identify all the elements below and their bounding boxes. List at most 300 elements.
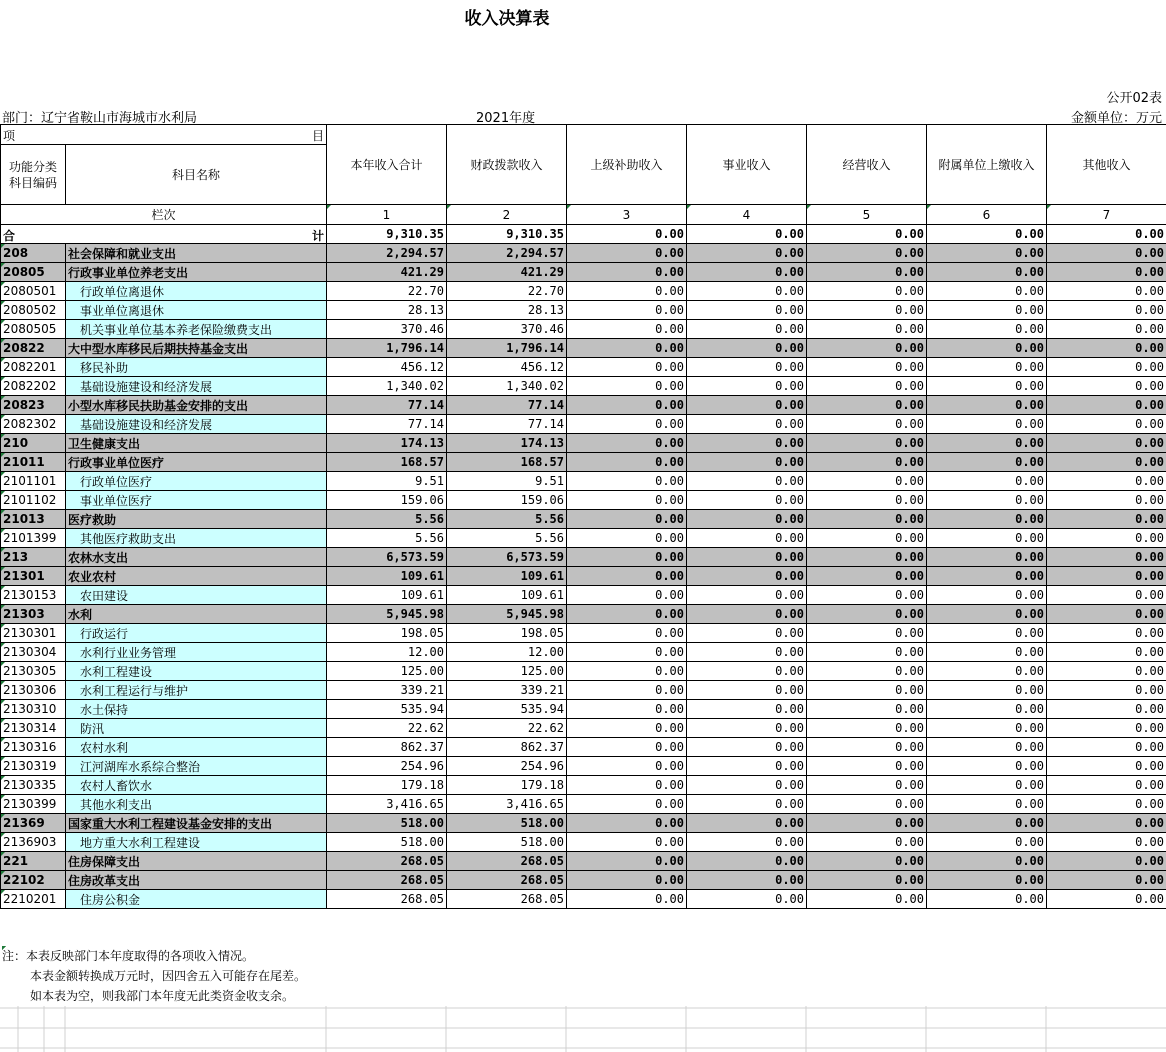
amount-cell: 0.00: [1047, 738, 1166, 757]
amount-cell: 1,796.14: [447, 339, 567, 358]
amount-cell: 0.00: [567, 320, 687, 339]
amount-cell: 268.05: [447, 871, 567, 890]
subject-code: 2080502: [1, 301, 66, 320]
subject-code: 2101399: [1, 529, 66, 548]
amount-cell: 77.14: [447, 396, 567, 415]
amount-cell: 339.21: [327, 681, 447, 700]
amount-cell: 0.00: [567, 681, 687, 700]
amount-cell: 0.00: [567, 529, 687, 548]
amount-cell: 518.00: [327, 833, 447, 852]
table-row: [1, 757, 1166, 776]
subject-code: 2130335: [1, 776, 66, 795]
footnotes: [2, 946, 306, 1006]
amount-cell: 370.46: [327, 320, 447, 339]
subject-code: 2130399: [1, 795, 66, 814]
amount-cell: 0.00: [567, 548, 687, 567]
table-row: [1, 339, 1166, 358]
fiscal-year: 2021年度: [476, 111, 536, 126]
amount-cell: 22.62: [327, 719, 447, 738]
amount-cell: 198.05: [327, 624, 447, 643]
amount-cell: 0.00: [1047, 776, 1166, 795]
table-number: 公开02表: [1106, 91, 1162, 106]
header-name-label: 科目名称: [66, 145, 327, 205]
column-number: 6: [927, 205, 1047, 225]
amount-cell: 0.00: [927, 643, 1047, 662]
subject-name: 移民补助: [66, 358, 327, 377]
amount-cell: 6,573.59: [327, 548, 447, 567]
amount-cell: 0.00: [567, 396, 687, 415]
amount-cell: 518.00: [327, 814, 447, 833]
amount-cell: 0.00: [927, 567, 1047, 586]
amount-cell: 0.00: [927, 472, 1047, 491]
amount-cell: 0.00: [807, 662, 927, 681]
amount-cell: 518.00: [447, 814, 567, 833]
amount-cell: 0.00: [927, 890, 1047, 909]
amount-cell: 254.96: [327, 757, 447, 776]
amount-cell: 0.00: [1047, 586, 1166, 605]
subject-code: 21011: [1, 453, 66, 472]
table-row: [1, 377, 1166, 396]
amount-cell: 12.00: [327, 643, 447, 662]
amount-cell: 0.00: [927, 776, 1047, 795]
amount-cell: 22.70: [447, 282, 567, 301]
table-row: [1, 833, 1166, 852]
amount-cell: 0.00: [1047, 548, 1166, 567]
amount-cell: 0.00: [807, 396, 927, 415]
amount-cell: 421.29: [447, 263, 567, 282]
subject-code: 208: [1, 244, 66, 263]
amount-cell: 0.00: [927, 605, 1047, 624]
table-row: [1, 586, 1166, 605]
amount-cell: 0.00: [567, 643, 687, 662]
amount-cell: 2,294.57: [327, 244, 447, 263]
table-row: [1, 282, 1166, 301]
subject-code: 21303: [1, 605, 66, 624]
amount-cell: 0.00: [927, 263, 1047, 282]
subject-name: 水利工程建设: [66, 662, 327, 681]
amount-cell: 0.00: [807, 377, 927, 396]
amount-cell: 0.00: [1047, 339, 1166, 358]
subject-name: 住房改革支出: [66, 871, 327, 890]
amount-cell: 0.00: [807, 320, 927, 339]
subject-name: 事业单位离退休: [66, 301, 327, 320]
amount-cell: 518.00: [447, 833, 567, 852]
subject-name: 防汛: [66, 719, 327, 738]
amount-cell: 0.00: [567, 244, 687, 263]
amount-cell: 0.00: [567, 700, 687, 719]
column-header: 本年收入合计: [327, 125, 447, 205]
amount-cell: 174.13: [327, 434, 447, 453]
table-row: [1, 244, 1166, 263]
amount-cell: 0.00: [807, 700, 927, 719]
table-row: [1, 548, 1166, 567]
subject-name: 医疗救助: [66, 510, 327, 529]
spreadsheet-gridlines: [0, 1006, 1166, 1052]
subject-code: 2130314: [1, 719, 66, 738]
amount-cell: 5,945.98: [327, 605, 447, 624]
column-number-row: [1, 205, 1166, 225]
amount-cell: 0.00: [927, 377, 1047, 396]
amount-cell: 0.00: [687, 301, 807, 320]
amount-cell: 0.00: [927, 586, 1047, 605]
amount-cell: 0.00: [567, 301, 687, 320]
amount-cell: 77.14: [327, 415, 447, 434]
amount-cell: 0.00: [1047, 377, 1166, 396]
amount-cell: 456.12: [327, 358, 447, 377]
amount-cell: 0.00: [807, 605, 927, 624]
amount-cell: 109.61: [447, 586, 567, 605]
column-header: 经营收入: [807, 125, 927, 205]
amount-cell: 5,945.98: [447, 605, 567, 624]
table-row: [1, 814, 1166, 833]
amount-cell: 0.00: [567, 586, 687, 605]
table-row: [1, 643, 1166, 662]
amount-cell: 0.00: [927, 795, 1047, 814]
header-mu-label: 目: [311, 129, 324, 143]
amount-cell: 0.00: [807, 738, 927, 757]
amount-cell: 0.00: [1047, 833, 1166, 852]
amount-cell: 0.00: [807, 567, 927, 586]
amount-cell: 254.96: [447, 757, 567, 776]
amount-cell: 0.00: [687, 776, 807, 795]
amount-cell: 268.05: [447, 890, 567, 909]
subject-code: 2136903: [1, 833, 66, 852]
department-label: 部门：辽宁省鞍山市海城市水利局: [2, 111, 198, 126]
subject-name: 农村人畜饮水: [66, 776, 327, 795]
table-row: [1, 605, 1166, 624]
amount-cell: 0.00: [807, 282, 927, 301]
column-header: 上级补助收入: [567, 125, 687, 205]
amount-cell: 0.00: [687, 548, 807, 567]
subject-name: 地方重大水利工程建设: [66, 833, 327, 852]
subject-code: 2082201: [1, 358, 66, 377]
amount-cell: 0.00: [927, 415, 1047, 434]
amount-cell: 0.00: [807, 472, 927, 491]
subject-name: 行政事业单位医疗: [66, 453, 327, 472]
amount-cell: 0.00: [1047, 662, 1166, 681]
amount-cell: 12.00: [447, 643, 567, 662]
amount-cell: 0.00: [807, 510, 927, 529]
amount-cell: 0.00: [1047, 301, 1166, 320]
amount-cell: 0.00: [927, 738, 1047, 757]
subject-name: 行政事业单位养老支出: [66, 263, 327, 282]
footnote-line: 如本表为空，则我部门本年度无此类资金收支余。: [2, 986, 306, 1006]
amount-cell: 0.00: [567, 358, 687, 377]
amount-cell: 421.29: [327, 263, 447, 282]
amount-cell: 168.57: [447, 453, 567, 472]
table-row: [1, 396, 1166, 415]
header-code-label-line: 功能分类: [8, 159, 57, 174]
amount-cell: 0.00: [687, 510, 807, 529]
amount-cell: 5.56: [447, 510, 567, 529]
table-row: [1, 871, 1166, 890]
amount-cell: 0.00: [927, 453, 1047, 472]
subject-code: 2130310: [1, 700, 66, 719]
header-row-item: [1, 125, 1166, 145]
table-row: [1, 719, 1166, 738]
subject-code: 2080505: [1, 320, 66, 339]
amount-cell: 268.05: [447, 852, 567, 871]
subject-code: 2130316: [1, 738, 66, 757]
amount-cell: 862.37: [327, 738, 447, 757]
amount-cell: 9.51: [327, 472, 447, 491]
amount-cell: 0.00: [687, 662, 807, 681]
amount-cell: 0.00: [567, 605, 687, 624]
amount-cell: 0.00: [807, 890, 927, 909]
subject-name: 水利工程运行与维护: [66, 681, 327, 700]
amount-cell: 0.00: [1047, 890, 1166, 909]
subject-name: 大中型水库移民后期扶持基金支出: [66, 339, 327, 358]
amount-cell: 1,340.02: [327, 377, 447, 396]
table-row: [1, 301, 1166, 320]
subject-code: 2130305: [1, 662, 66, 681]
column-number: 3: [567, 205, 687, 225]
table-row: [1, 681, 1166, 700]
amount-cell: 0.00: [927, 852, 1047, 871]
amount-cell: 0.00: [687, 434, 807, 453]
table-row: [1, 738, 1166, 757]
amount-cell: 0.00: [687, 814, 807, 833]
amount-cell: 0.00: [567, 339, 687, 358]
amount-cell: 0.00: [1047, 643, 1166, 662]
amount-cell: 0.00: [927, 814, 1047, 833]
amount-cell: 0.00: [927, 624, 1047, 643]
subject-name: 住房公积金: [66, 890, 327, 909]
amount-cell: 0.00: [567, 491, 687, 510]
amount-cell: 0.00: [807, 491, 927, 510]
amount-cell: 0.00: [1047, 453, 1166, 472]
amount-cell: 6,573.59: [447, 548, 567, 567]
column-number: 7: [1047, 205, 1166, 225]
amount-cell: 5.56: [327, 529, 447, 548]
amount-cell: 0.00: [807, 301, 927, 320]
amount-cell: 0.00: [807, 871, 927, 890]
subject-name: 行政运行: [66, 624, 327, 643]
amount-cell: 109.61: [327, 567, 447, 586]
amount-cell: 862.37: [447, 738, 567, 757]
amount-cell: 0.00: [807, 548, 927, 567]
amount-cell: 0.00: [567, 890, 687, 909]
amount-cell: 0.00: [567, 757, 687, 776]
amount-cell: 0.00: [687, 472, 807, 491]
subject-code: 2082302: [1, 415, 66, 434]
table-row: [1, 472, 1166, 491]
amount-cell: 0.00: [567, 871, 687, 890]
amount-cell: 0.00: [687, 871, 807, 890]
total-row: [1, 225, 1166, 244]
amount-cell: 0.00: [687, 453, 807, 472]
amount-cell: 456.12: [447, 358, 567, 377]
amount-cell: 0.00: [687, 244, 807, 263]
amount-cell: 0.00: [1047, 681, 1166, 700]
column-header: 财政拨款收入: [447, 125, 567, 205]
total-value: 9,310.35: [447, 225, 567, 244]
amount-cell: 0.00: [687, 282, 807, 301]
amount-cell: 28.13: [447, 301, 567, 320]
subject-name: 其他水利支出: [66, 795, 327, 814]
amount-cell: 0.00: [807, 263, 927, 282]
amount-cell: 5.56: [447, 529, 567, 548]
amount-cell: 0.00: [1047, 491, 1166, 510]
amount-cell: 0.00: [927, 510, 1047, 529]
subject-code: 2130319: [1, 757, 66, 776]
amount-cell: 22.62: [447, 719, 567, 738]
table-row: [1, 320, 1166, 339]
subject-code: 2130301: [1, 624, 66, 643]
amount-cell: 0.00: [687, 681, 807, 700]
column-number: 5: [807, 205, 927, 225]
column-number: 4: [687, 205, 807, 225]
subject-code: 21369: [1, 814, 66, 833]
header-item-label: 项: [3, 129, 16, 143]
subject-code: 210: [1, 434, 66, 453]
amount-cell: 0.00: [1047, 396, 1166, 415]
amount-cell: 0.00: [927, 244, 1047, 263]
subject-name: 小型水库移民扶助基金安排的支出: [66, 396, 327, 415]
amount-cell: 0.00: [1047, 814, 1166, 833]
amount-cell: 0.00: [687, 263, 807, 282]
amount-cell: 0.00: [687, 396, 807, 415]
amount-cell: 0.00: [807, 529, 927, 548]
amount-cell: 0.00: [567, 377, 687, 396]
amount-cell: 0.00: [927, 320, 1047, 339]
amount-cell: 535.94: [447, 700, 567, 719]
amount-cell: 3,416.65: [447, 795, 567, 814]
amount-cell: 0.00: [687, 795, 807, 814]
column-header: 附属单位上缴收入: [927, 125, 1047, 205]
column-number: 1: [327, 205, 447, 225]
amount-cell: 0.00: [807, 339, 927, 358]
subject-name: 卫生健康支出: [66, 434, 327, 453]
amount-cell: 0.00: [807, 776, 927, 795]
table-row: [1, 358, 1166, 377]
amount-cell: 0.00: [1047, 282, 1166, 301]
subject-name: 基础设施建设和经济发展: [66, 415, 327, 434]
amount-cell: 0.00: [567, 453, 687, 472]
subject-code: 2082202: [1, 377, 66, 396]
amount-cell: 0.00: [807, 643, 927, 662]
amount-cell: 0.00: [567, 415, 687, 434]
subject-code: 2210201: [1, 890, 66, 909]
amount-cell: 77.14: [327, 396, 447, 415]
subject-name: 基础设施建设和经济发展: [66, 377, 327, 396]
subject-code: 21013: [1, 510, 66, 529]
total-value: 0.00: [1047, 225, 1166, 244]
table-row: [1, 510, 1166, 529]
amount-cell: 0.00: [927, 396, 1047, 415]
amount-cell: 0.00: [807, 434, 927, 453]
column-header: 事业收入: [687, 125, 807, 205]
amount-cell: 0.00: [807, 586, 927, 605]
table-row: [1, 453, 1166, 472]
subject-name: 社会保障和就业支出: [66, 244, 327, 263]
table-row: [1, 852, 1166, 871]
amount-cell: 125.00: [327, 662, 447, 681]
amount-cell: 0.00: [807, 795, 927, 814]
amount-cell: 0.00: [567, 852, 687, 871]
table-row: [1, 491, 1166, 510]
amount-cell: 174.13: [447, 434, 567, 453]
amount-cell: 0.00: [927, 833, 1047, 852]
amount-cell: 0.00: [927, 871, 1047, 890]
amount-cell: 0.00: [1047, 719, 1166, 738]
subject-code: 20823: [1, 396, 66, 415]
amount-cell: 0.00: [687, 605, 807, 624]
subject-code: 22102: [1, 871, 66, 890]
subject-name: 农村水利: [66, 738, 327, 757]
amount-cell: 0.00: [1047, 605, 1166, 624]
subject-code: 2080501: [1, 282, 66, 301]
amount-cell: 3,416.65: [327, 795, 447, 814]
amount-cell: 0.00: [1047, 567, 1166, 586]
subject-name: 农林水支出: [66, 548, 327, 567]
amount-cell: 0.00: [1047, 244, 1166, 263]
amount-cell: 0.00: [567, 510, 687, 529]
table-row: [1, 700, 1166, 719]
amount-cell: 2,294.57: [447, 244, 567, 263]
amount-cell: 0.00: [687, 339, 807, 358]
amount-cell: 0.00: [567, 282, 687, 301]
subject-code: 20822: [1, 339, 66, 358]
amount-cell: 159.06: [447, 491, 567, 510]
header-code-label-line: 科目编码: [8, 175, 57, 190]
amount-unit: 金额单位：万元: [1070, 111, 1162, 126]
amount-cell: 0.00: [1047, 415, 1166, 434]
amount-cell: 179.18: [447, 776, 567, 795]
total-value: 0.00: [807, 225, 927, 244]
page-title: 收入决算表: [464, 9, 550, 29]
amount-cell: 0.00: [567, 624, 687, 643]
footnote-line: 本表金额转换成万元时，因四舍五入可能存在尾差。: [2, 966, 306, 986]
amount-cell: 0.00: [687, 586, 807, 605]
amount-cell: 0.00: [1047, 434, 1166, 453]
amount-cell: 0.00: [567, 795, 687, 814]
amount-cell: 535.94: [327, 700, 447, 719]
amount-cell: 0.00: [567, 776, 687, 795]
amount-cell: 0.00: [927, 491, 1047, 510]
total-value: 0.00: [567, 225, 687, 244]
amount-cell: 0.00: [687, 358, 807, 377]
amount-cell: 179.18: [327, 776, 447, 795]
amount-cell: 0.00: [927, 719, 1047, 738]
amount-cell: 0.00: [567, 833, 687, 852]
amount-cell: 0.00: [567, 719, 687, 738]
amount-cell: 268.05: [327, 852, 447, 871]
subject-name: 江河湖库水系综合整治: [66, 757, 327, 776]
subject-name: 农业农村: [66, 567, 327, 586]
amount-cell: 0.00: [687, 529, 807, 548]
table-row: [1, 567, 1166, 586]
amount-cell: 268.05: [327, 871, 447, 890]
total-label-left: 合: [3, 229, 16, 243]
amount-cell: 0.00: [807, 453, 927, 472]
lanci-label: 栏次: [1, 205, 327, 225]
amount-cell: 0.00: [1047, 852, 1166, 871]
subject-name: 农田建设: [66, 586, 327, 605]
amount-cell: 9.51: [447, 472, 567, 491]
amount-cell: 77.14: [447, 415, 567, 434]
amount-cell: 0.00: [567, 434, 687, 453]
amount-cell: 0.00: [927, 434, 1047, 453]
amount-cell: 0.00: [1047, 757, 1166, 776]
amount-cell: 0.00: [927, 529, 1047, 548]
total-value: 9,310.35: [327, 225, 447, 244]
amount-cell: 22.70: [327, 282, 447, 301]
amount-cell: 0.00: [807, 833, 927, 852]
amount-cell: 109.61: [327, 586, 447, 605]
amount-cell: 0.00: [687, 624, 807, 643]
amount-cell: 0.00: [927, 757, 1047, 776]
